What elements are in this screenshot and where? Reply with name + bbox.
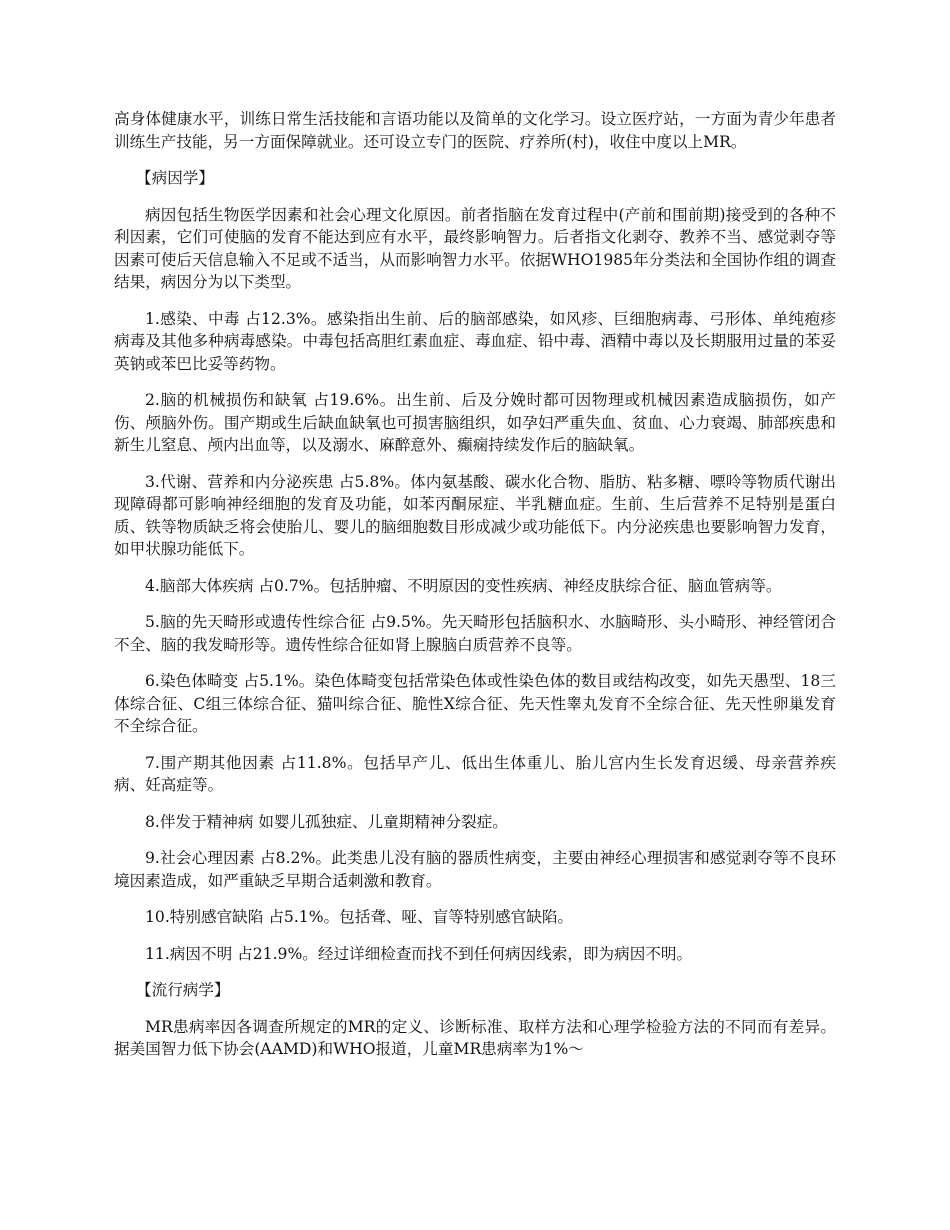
paragraph-cause-10-sensory: 10.特别感官缺陷 占5.1%。包括聋、哑、盲等特别感官缺陷。 <box>145 908 574 926</box>
paragraph-intro-continued: 高身体健康水平，训练日常生活技能和言语功能以及简单的文化学习。设立医疗站，一方面为青少年患者训练生产技能，另一方面保障就业。还可设立专门的医院、疗养所(村)，收住中度以上MR。 <box>114 110 836 151</box>
paragraph-cause-1-infection: 1.感染、中毒 占12.3%。感染指出生前、后的脑部感染，如风疹、巨细胞病毒、弓形体、单纯疱疹病毒及其他多种病毒感染。中毒包括高胆红素血症、毒血症、铅中毒、酒精中毒以及长期服用过量的苯妥英钠或苯巴比妥等药物。 <box>114 309 836 373</box>
paragraph-epidemiology: MR患病率因各调查所规定的MR的定义、诊断标准、取样方法和心理学检验方法的不同而有差异。据美国智力低下协会(AAMD)和WHO报道，儿童MR患病率为1%～ <box>114 1017 836 1058</box>
document-page <box>114 108 836 1075</box>
paragraph-cause-11-unknown: 11.病因不明 占21.9%。经过详细检查而找不到任何病因线索，即为病因不明。 <box>145 944 693 963</box>
paragraph-cause-8-psychosis: 8.伴发于精神病 如婴儿孤独症、儿童期精神分裂症。 <box>145 812 508 831</box>
paragraph-cause-7-perinatal: 7.围产期其他因素 占11.8%。包括早产儿、低出生体重儿、胎儿宫内生长发育迟缓、母亲营养疾病、妊高症等。 <box>114 753 836 794</box>
paragraph-etiology-overview: 病因包括生物医学因素和社会心理文化原因。前者指脑在发育过程中(产前和围前期)接受到的各种不利因素，它们可使脑的发育不能达到应有水平，最终影响智力。后者指文化剥夺、教养不当、感觉剥夺等因素可使后天信息输入不足或不适当，从而影响智力水平。依据WHO1985年分类法和全国协作组的调查结果，病因分为以下类型。 <box>114 205 836 291</box>
paragraph-cause-4-brain-disease: 4.脑部大体疾病 占0.7%。包括肿瘤、不明原因的变性疾病、神经皮肤综合征、脑血管病等。 <box>145 576 782 595</box>
paragraph-cause-9-psychosocial: 9.社会心理因素 占8.2%。此类患儿没有脑的器质性病变，主要由神经心理损害和感觉剥夺等不良环境因素造成，如严重缺乏早期合适刺激和教育。 <box>114 849 836 890</box>
section-heading-etiology: 【病因学】 <box>136 169 214 187</box>
paragraph-cause-3-metabolic: 3.代谢、营养和内分泌疾患 占5.8%。体内氨基酸、碳水化合物、脂肪、粘多糖、嘌呤等物质代谢出现障碍都可影响神经细胞的发育及功能，如苯丙酮尿症、半乳糖血症。生前、生后营养不足特别是蛋白质、铁等物质缺乏将会使胎儿、婴儿的脑细胞数目形成减少或功能低下。内分泌疾患也要影响智力发育，如甲状腺功能低下。 <box>114 472 836 558</box>
paragraph-cause-5-congenital: 5.脑的先天畸形或遗传性综合征 占9.5%。先天畸形包括脑积水、水脑畸形、头小畸形、神经管闭合不全、脑的我发畸形等。遗传性综合征如肾上腺脑白质营养不良等。 <box>114 613 836 654</box>
paragraph-cause-2-brain-injury: 2.脑的机械损伤和缺氧 占19.6%。出生前、后及分娩时都可因物理或机械因素造成脑损伤，如产伤、颅脑外伤。围产期或生后缺血缺氧也可损害脑组织，如孕妇严重失血、贫血、心力衰竭、肺部疾患和新生儿窒息、颅内出血等，以及溺水、麻醉意外、癫痫持续发作后的脑缺氧。 <box>114 391 836 454</box>
paragraph-cause-6-chromosome: 6.染色体畸变 占5.1%。染色体畸变包括常染色体或性染色体的数目或结构改变，如先天愚型、18三体综合征、C组三体综合征、猫叫综合征、脆性X综合征、先天性睾丸发育不全综合征、先天性卵巢发育不全综合征。 <box>114 672 836 735</box>
section-heading-epidemiology: 【流行病学】 <box>136 981 230 999</box>
